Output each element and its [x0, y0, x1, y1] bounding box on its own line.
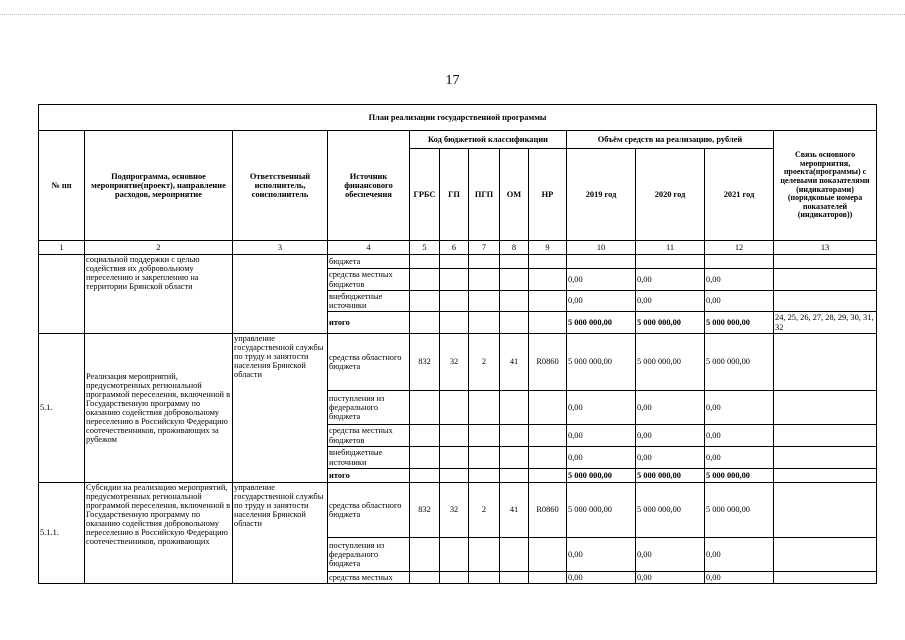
source-cell: средства местных бюджетов [328, 269, 410, 291]
header-pgp: ПГП [469, 149, 500, 241]
col-number: 11 [636, 241, 705, 255]
table-row [39, 334, 877, 391]
value-2021: 0,00 [705, 447, 774, 469]
row-number: 5.1.1. [39, 483, 85, 584]
source-cell: поступления из федерального бюджета [328, 538, 410, 572]
value-2020: 5 000 000,00 [636, 312, 705, 334]
col-number: 10 [567, 241, 636, 255]
value-2021: 5 000 000,00 [705, 334, 774, 391]
value-2019: 0,00 [567, 425, 636, 447]
header-2020: 2020 год [636, 149, 705, 241]
col-number: 6 [440, 241, 469, 255]
value-2021 [705, 255, 774, 269]
measure-name: Реализация мероприятий, предусмотренных региональной программой переселения, включенной в Государственную программу по оказанию содействия добровольному переселению в Российскую Федерацию соотечественников, проживающих за рубежом [85, 334, 233, 483]
source-cell: средства местных бюджетов [328, 425, 410, 447]
value-2019: 0,00 [567, 447, 636, 469]
program-plan-table [38, 104, 877, 584]
value-2019: 5 000 000,00 [567, 334, 636, 391]
value-2019: 5 000 000,00 [567, 483, 636, 538]
value-2021: 0,00 [705, 538, 774, 572]
grbs-code: 832 [410, 334, 440, 391]
header-source: Источник финансового обеспечения [328, 131, 410, 241]
source-cell: внебюджетные источники [328, 447, 410, 469]
col-number: 1 [39, 241, 85, 255]
value-2019: 0,00 [567, 391, 636, 425]
table-title: План реализации государственной программы [39, 105, 877, 131]
value-2019: 5 000 000,00 [567, 312, 636, 334]
value-2020: 0,00 [636, 269, 705, 291]
value-2019 [567, 255, 636, 269]
table-title-row [39, 105, 877, 131]
source-cell: средства областного бюджета [328, 483, 410, 538]
header-executor: Ответственный исполнитель, соисполнитель [233, 131, 328, 241]
value-2020: 5 000 000,00 [636, 483, 705, 538]
value-2021: 5 000 000,00 [705, 312, 774, 334]
column-number-row [39, 241, 877, 255]
measure-name: социальной поддержки с целью содействия их добровольному переселению и закреплению на территории Брянской области [85, 255, 233, 334]
value-2019: 0,00 [567, 572, 636, 584]
value-2021: 0,00 [705, 391, 774, 425]
col-number: 3 [233, 241, 328, 255]
header-budget-code: Код бюджетной классификации [410, 131, 567, 149]
num-cell [39, 255, 85, 334]
value-2020: 5 000 000,00 [636, 334, 705, 391]
col-number: 8 [500, 241, 529, 255]
value-2020 [636, 255, 705, 269]
page-number: 17 [445, 73, 460, 88]
executor-cell: управление государственной службы по труду и занятости населения Брянской области [233, 334, 328, 483]
table-row [39, 483, 877, 538]
source-cell: внебюджетные источники [328, 291, 410, 312]
col-number: 13 [774, 241, 877, 255]
pgp-code: 2 [469, 334, 500, 391]
table-row [39, 255, 877, 269]
source-cell: поступления из федерального бюджета [328, 391, 410, 425]
source-cell: средства областного бюджета [328, 334, 410, 391]
gp-code: 32 [440, 334, 469, 391]
value-2021: 0,00 [705, 572, 774, 584]
header-2019: 2019 год [567, 149, 636, 241]
nr-code: R0860 [529, 334, 567, 391]
header-om: ОМ [500, 149, 529, 241]
header-funds: Объём средств на реализацию, рублей [567, 131, 774, 149]
value-2019: 0,00 [567, 291, 636, 312]
om-code: 41 [500, 483, 529, 538]
col-number: 4 [328, 241, 410, 255]
value-2019: 5 000 000,00 [567, 469, 636, 483]
executor-cell [233, 255, 328, 334]
value-2019: 0,00 [567, 269, 636, 291]
source-cell: итого [328, 312, 410, 334]
col-number: 9 [529, 241, 567, 255]
grbs-code: 832 [410, 483, 440, 538]
source-cell: бюджета [328, 255, 410, 269]
value-2021: 0,00 [705, 425, 774, 447]
om-code: 41 [500, 334, 529, 391]
header-num: № пп [39, 131, 85, 241]
header-gp: ГП [440, 149, 469, 241]
col-number: 5 [410, 241, 440, 255]
value-2020: 0,00 [636, 425, 705, 447]
nr-code: R0860 [529, 483, 567, 538]
source-cell: средства местных [328, 572, 410, 584]
row-number: 5.1. [39, 334, 85, 483]
source-cell: итого [328, 469, 410, 483]
header-grbs: ГРБС [410, 149, 440, 241]
value-2020: 0,00 [636, 572, 705, 584]
header-subprogram: Подпрограмма, основное мероприятие(проект), направление расходов, мероприятие [85, 131, 233, 241]
value-2020: 5 000 000,00 [636, 469, 705, 483]
header-2021: 2021 год [705, 149, 774, 241]
header-nr: НР [529, 149, 567, 241]
value-2020: 0,00 [636, 291, 705, 312]
value-2021: 5 000 000,00 [705, 469, 774, 483]
measure-name: Субсидии на реализацию мероприятий, предусмотренных региональной программой переселения, включенной в Государственную программу по оказанию содействия добровольному переселению в Российскую Федерацию соотечественников, проживающих [85, 483, 233, 584]
indicator-links: 24, 25, 26, 27, 28, 29, 30, 31, 32 [774, 312, 877, 334]
value-2021: 0,00 [705, 291, 774, 312]
value-2019: 0,00 [567, 538, 636, 572]
header-row [39, 131, 877, 149]
executor-cell: управление государственной службы по труду и занятости населения Брянской области [233, 483, 328, 584]
value-2021: 5 000 000,00 [705, 483, 774, 538]
col-number: 2 [85, 241, 233, 255]
header-link: Связь основного мероприятия, проекта(программы) с целевыми показателями (индикаторами) (порядковые номера показателей (индикаторов)) [774, 131, 877, 241]
pgp-code: 2 [469, 483, 500, 538]
value-2020: 0,00 [636, 538, 705, 572]
col-number: 12 [705, 241, 774, 255]
value-2020: 0,00 [636, 447, 705, 469]
scan-artifact-line [0, 14, 905, 15]
gp-code: 32 [440, 483, 469, 538]
col-number: 7 [469, 241, 500, 255]
value-2020: 0,00 [636, 391, 705, 425]
value-2021: 0,00 [705, 269, 774, 291]
